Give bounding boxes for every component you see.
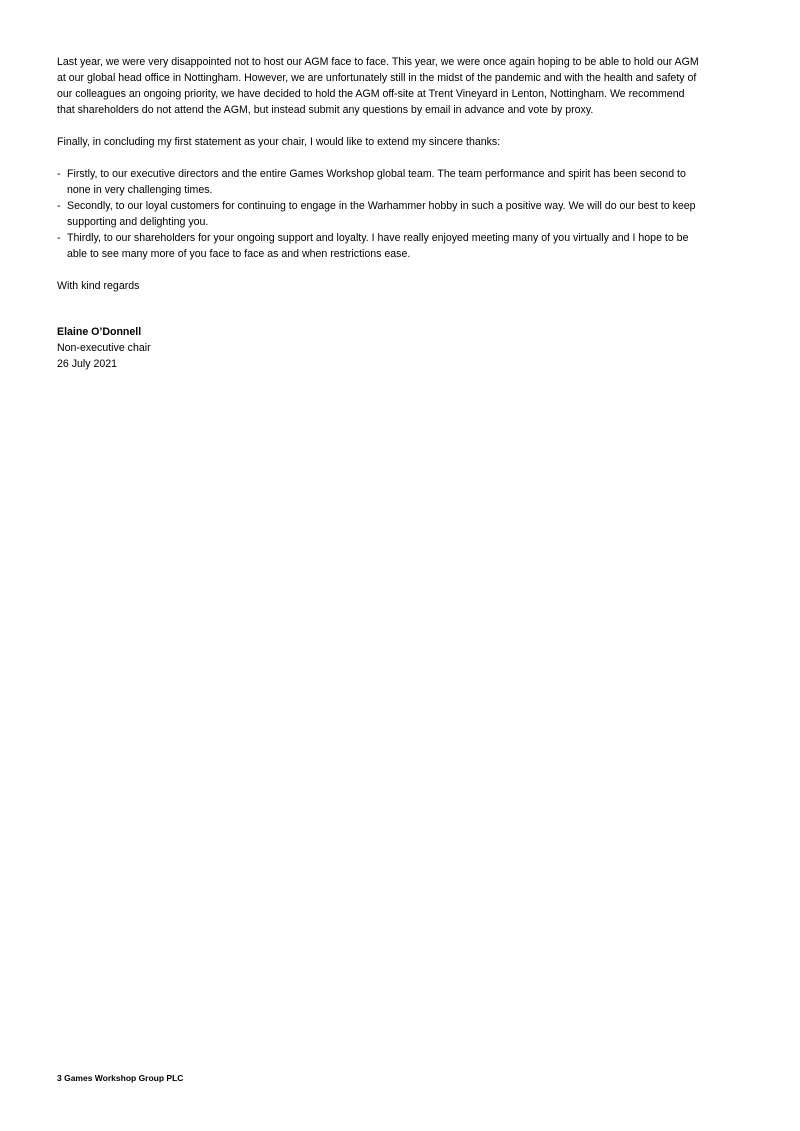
signature-date: 26 July 2021 — [57, 358, 118, 370]
text-line: that shareholders do not attend the AGM, but instead submit any questions by email in advance and vote by proxy. — [57, 104, 594, 116]
text-line: Secondly, to our loyal customers for continuing to engage in the Warhammer hobby in such a positive way. We will do our best to keep — [67, 200, 696, 212]
text-line: supporting and delighting you. — [67, 216, 209, 228]
signatory-title: Non-executive chair — [57, 342, 151, 354]
bullet-dash: - — [57, 232, 61, 244]
text-line: our colleagues an ongoing priority, we have decided to hold the AGM off-site at Trent Vineyard in Lenton, Nottingham. We recommend — [57, 88, 685, 100]
closing: With kind regards — [57, 280, 140, 292]
bullet-dash: - — [57, 168, 61, 180]
text-line: Last year, we were very disappointed not to host our AGM face to face. This year, we were once again hoping to be able to hold our AGM — [57, 56, 699, 68]
bullet-dash: - — [57, 200, 61, 212]
page-footer: 3 Games Workshop Group PLC — [57, 1073, 184, 1083]
paragraph-thanks: Finally, in concluding my first statement as your chair, I would like to extend my sincere thanks: — [57, 136, 501, 148]
text-line: at our global head office in Nottingham. However, we are unfortunately still in the midst of the pandemic and with the health and safety of — [57, 72, 697, 84]
text-line: able to see many more of you face to face as and when restrictions ease. — [67, 248, 411, 260]
text-line: Firstly, to our executive directors and the entire Games Workshop global team. The team performance and spirit has been second to — [67, 168, 686, 180]
signatory-name: Elaine O’Donnell — [57, 326, 142, 338]
text-line: Thirdly, to our shareholders for your ongoing support and loyalty. I have really enjoyed meeting many of you virtually and I hope to be — [67, 232, 689, 244]
text-line: none in very challenging times. — [67, 184, 213, 196]
